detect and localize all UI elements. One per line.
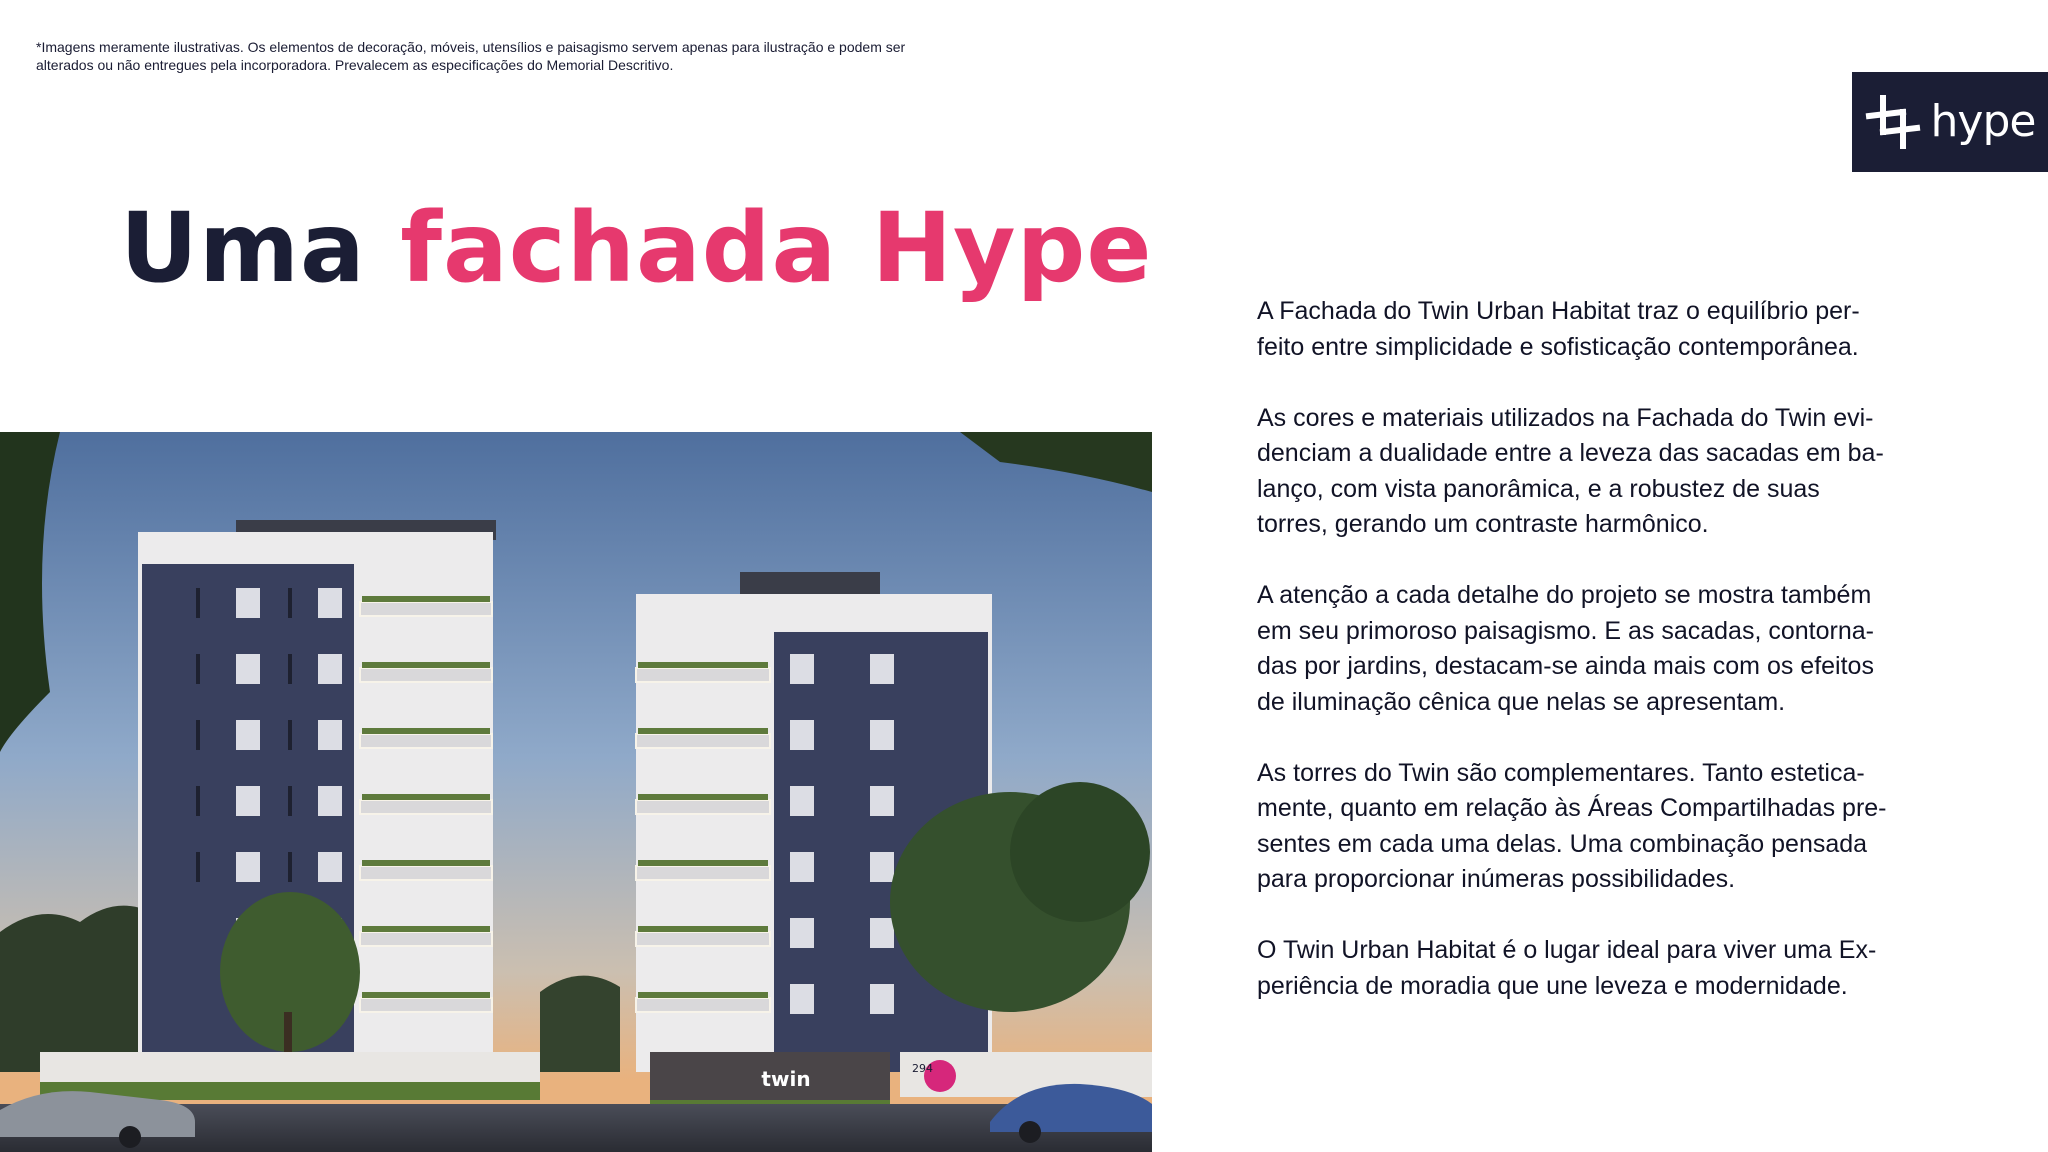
logo-wordmark: hype	[1930, 96, 2036, 147]
paragraph-3: A atenção a cada detalhe do projeto se mostra também em seu primoroso paisagismo. E as sacadas, contorna- das por jardins, destacam-se ainda mais com os efeitos de iluminação cênica que nelas se apresentam.	[1257, 581, 1874, 716]
description-text	[1257, 294, 1917, 1040]
title-part-dark: Uma	[120, 192, 366, 304]
facade-render-image	[0, 432, 1152, 1152]
hype-mark-icon	[1865, 94, 1921, 150]
title-part-pink: fachada Hype	[400, 192, 1153, 304]
paragraph-4: As torres do Twin são complementares. Tanto estetica- mente, quanto em relação às Áreas Compartilhadas pre- sentes em cada uma delas. Uma combinação pensada para proporcionar inúmeras possibilidades.	[1257, 758, 1887, 893]
disclaimer-text: *Imagens meramente ilustrativas. Os elementos de decoração, móveis, utensílios e paisagismo servem apenas para ilustração e podem ser alterados ou não entregues pela incorporadora. Prevalecem as especificações do Memorial Descritivo.	[36, 39, 906, 73]
paragraph-5: O Twin Urban Habitat é o lugar ideal para viver uma Ex- periência de moradia que une leveza e modernidade.	[1257, 936, 1877, 1000]
twin-sign: twin	[761, 1067, 811, 1091]
building-illustration	[0, 432, 1152, 1152]
address-number: 294	[912, 1062, 933, 1075]
hype-logo	[1852, 72, 2048, 172]
page-title	[120, 192, 1153, 304]
paragraph-2: As cores e materiais utilizados na Fachada do Twin evi- denciam a dualidade entre a leveza das sacadas em ba- lanço, com vista panorâmica, e a robustez de suas torres, gerando um contraste harmônico.	[1257, 403, 1884, 538]
paragraph-1: A Fachada do Twin Urban Habitat traz o equilíbrio per- feito entre simplicidade e sofisticação contemporânea.	[1257, 297, 1860, 361]
